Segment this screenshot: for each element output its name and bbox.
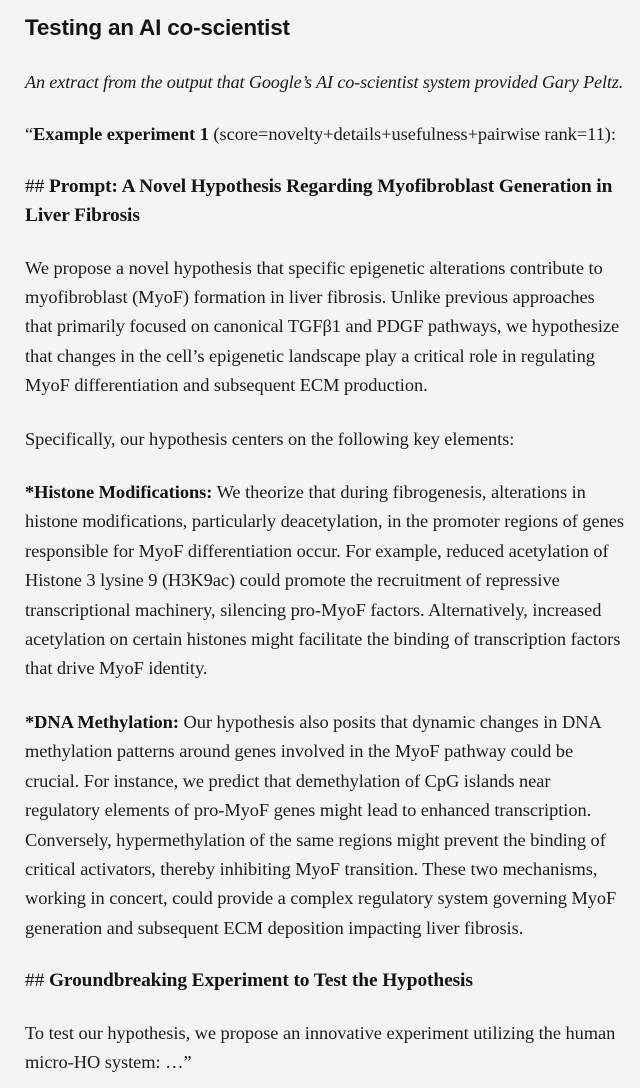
example-experiment-score: (score=novelty+details+usefulness+pairwise rank=11): bbox=[208, 124, 616, 144]
heading-prompt-text: Prompt: A Novel Hypothesis Regarding Myofibroblast Generation in Liver Fibrosis bbox=[25, 176, 613, 226]
intro-paragraph bbox=[25, 120, 626, 149]
page-title: Testing an AI co-scientist bbox=[25, 15, 290, 40]
open-quote: “ bbox=[25, 124, 34, 144]
markdown-hash-marker: ## bbox=[25, 970, 49, 992]
paragraph-key-elements: Specifically, our hypothesis centers on the following key elements: bbox=[25, 428, 515, 449]
example-experiment-label: Example experiment 1 bbox=[33, 124, 209, 144]
article-standfirst: An extract from the output that Google’s AI co-scientist system provided Gary Peltz. bbox=[25, 72, 624, 92]
heading-experiment-text: Groundbreaking Experiment to Test the Hypothesis bbox=[48, 970, 473, 992]
paragraph-dna-methylation bbox=[25, 708, 626, 943]
paragraph-histone-modifications bbox=[25, 478, 626, 684]
markdown-hash-marker: ## bbox=[25, 176, 49, 198]
paragraph-closing: To test our hypothesis, we propose an innovative experiment utilizing the human micro-HO system: …” bbox=[25, 1022, 616, 1073]
dna-methylation-label: *DNA Methylation: bbox=[25, 711, 179, 732]
heading-prompt bbox=[25, 173, 626, 230]
heading-experiment bbox=[25, 967, 626, 996]
histone-modifications-body: We theorize that during fibrogenesis, alterations in histone modifications, particularly deacetylation, in the promoter regions of genes responsible for MyoF differentiation occur. For example, reduced acetylation of Histone 3 lysine 9 (H3K9ac) could promote the recruitment of repressive transcriptional machinery, silencing pro-MyoF factors. Alternatively, increased acetylation on certain histones might facilitate the binding of transcription factors that drive MyoF identity. bbox=[25, 482, 624, 679]
dna-methylation-body: Our hypothesis also posits that dynamic changes in DNA methylation patterns around genes involved in the MyoF pathway could be crucial. For instance, we predict that demethylation of CpG islands near regulatory elements of pro-MyoF genes might lead to enhanced transcription. Conversely, hypermethylation of the same regions might prevent the binding of critical activators, thereby inhibiting MyoF transition. These two mechanisms, working in concert, could provide a complex regulatory system governing MyoF generation and subsequent ECM deposition impacting liver fibrosis. bbox=[25, 711, 617, 938]
histone-modifications-label: *Histone Modifications: bbox=[25, 482, 213, 503]
paragraph-hypothesis: We propose a novel hypothesis that specific epigenetic alterations contribute to myofibroblast (MyoF) formation in liver fibrosis. Unlike previous approaches that primarily focused on canonical TGFβ1 and PDGF pathways, we hypothesize that changes in the cell’s epigenetic landscape play a critical role in regulating MyoF differentiation and subsequent ECM production. bbox=[25, 257, 620, 396]
